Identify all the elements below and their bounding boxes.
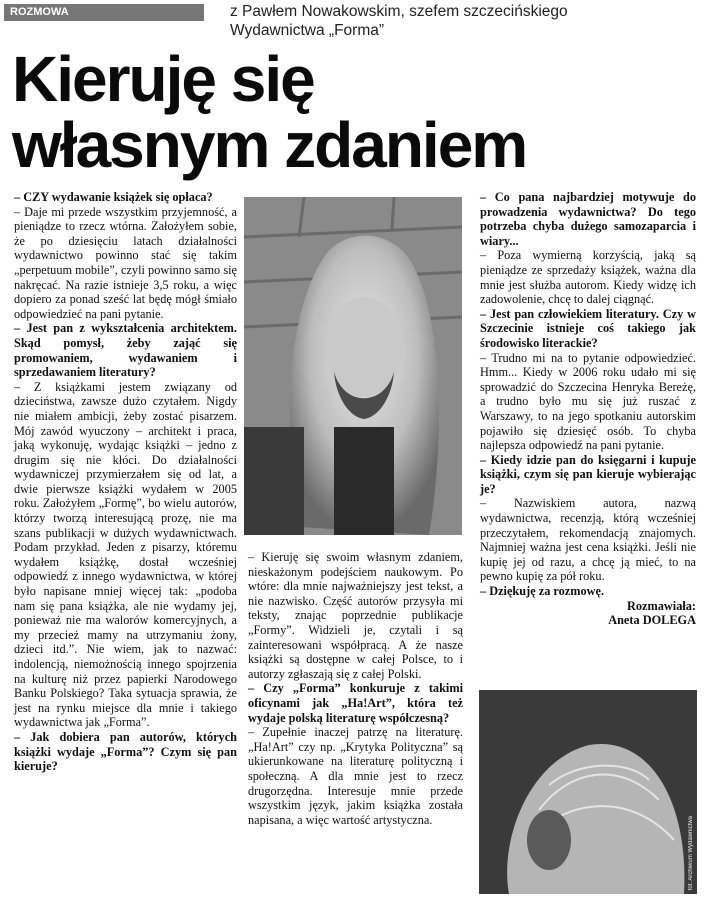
subtitle-line-1: z Pawłem Nowakowskim, szefem szczecińskiego [230, 3, 568, 20]
byline-label: Rozmawiała: [627, 598, 696, 613]
question-paragraph: – Czy „Forma” konkuruje z takimi oficynami jak „Ha!Art”, która też wydaje polską literaturę współczesną? [248, 681, 463, 725]
answer-paragraph: – Z książkami jestem związany od dzieciństwa, zawsze dużo czytałem. Nigdy nie miałem ambicji, żeby zostać pisarzem. Mój zawód wyuczony – architekt i praca, jaką wykonuję, wydając książki – jedno z drugim się nie kłóci. Do działalności wydawniczej przymierzałem się od lat, a dwie pierwsze książki wydałem w 2005 roku. Założyłem „Formę”, bo wielu autorów, którzy tworzą interesującą prozę, nie ma szans publikacji w dużych wydawnictwach. Podam przykład. Jeden z pisarzy, któremu wydałem książkę, dostał wcześniej odpowiedź z innego wydawnictwa, w której było napisane mniej więcej tak: „podoba nam się pana książka, ale nie wydamy jej, ponieważ nie ma walorów komercyjnych, a my przecież mamy na utrzymaniu żony, dzieci itd.”. Nie wiem, jak to nazwać: indolencją, niemożnością innego spojrzenia na kulturę niż przez papierki Narodowego Banku Polskiego? Taka sytuacja sprawia, że jest na rynku miejsce dla mnie i takiego wydawnictwa jak „Forma”. [14, 379, 237, 730]
question-paragraph: – Jest pan człowiekiem literatury. Czy w Szczecinie istnieje coś takiego jak środowisko literackie? [480, 306, 696, 350]
portrait-photo [244, 197, 462, 535]
article-column-3 [480, 190, 696, 628]
headline [12, 43, 572, 181]
article-column-2 [248, 550, 463, 827]
headline-line-2: własnym zdaniem [12, 109, 527, 181]
byline-name: Aneta DOLEGA [608, 613, 696, 628]
question-paragraph: – Dziękuję za rozmowę. [480, 584, 605, 599]
answer-paragraph: – Kieruję się swoim własnym zdaniem, nieskażonym podejściem naukowym. Po wtóre: dla mnie najważniejszy jest tekst, a nie nazwisko. Część autorów przysyła mi teksty, znając poprzednie publikacje „Formy”. Widzieli je, czytali i są zainteresowani współpracą. A że nasze książki są dostępne w całej Polsce, to i autorzy zgłaszają się z całej Polski. [248, 550, 463, 681]
answer-paragraph: – Zupełnie inaczej patrzę na literaturę. „Ha!Art” czy np. „Krytyka Polityczna” są ukierunkowane na literaturę polityczną i społeczną. A dla mnie jest to rzecz drugorzędna. Interesuje mnie przede wszystkim język, jakim książka została napisana, a więc wartość artystyczna. [248, 725, 463, 827]
byline [480, 599, 696, 628]
portrait-photo-image [244, 197, 462, 535]
article-column-1 [14, 190, 237, 774]
question-paragraph: – CZY wydawanie książek się opłaca? [14, 190, 213, 204]
headline-line-1: Kieruję się [12, 43, 314, 115]
secondary-photo-image [479, 690, 697, 894]
secondary-photo [479, 690, 697, 894]
photo-credit: fot. Archiwum Wydawnictwa [688, 815, 694, 890]
subtitle [230, 2, 700, 40]
answer-paragraph: – Poza wymierną korzyścią, jaką są pieniądze ze sprzedaży książek, ważna dla mnie jest służba autorom. Kiedy widzę ich zadowolenie, chcę to dalej ciągnąć. [480, 248, 696, 307]
question-paragraph: – Jak dobiera pan autorów, których książki wydaje „Forma”? Czym się pan kieruje? [14, 729, 237, 774]
answer-paragraph: – Nazwiskiem autora, nazwą wydawnictwa, recenzją, którą wcześniej przeczytałem, rekomendacją znajomych. Najmniej ważna jest cena książki. Jeśli nie kupię jej od razu, a chcę ją mieć, to na pewno kupię za pół roku. [480, 496, 696, 584]
section-label: ROZMOWA [4, 4, 204, 21]
question-paragraph: – Kiedy idzie pan do księgarni i kupuje książki, czym się pan kieruje wybierając je? [480, 452, 696, 496]
answer-paragraph: – Daje mi przede wszystkim przyjemność, a pieniądze to rzecz wtórna. Założyłem sobie, że po dziesięciu latach działalności wydawnictwo powinno stać się takim „perpetuum mobile”, czyli powinno samo się nakręcać. Na razie istnieje 3,5 roku, a więc dopiero za ponad sześć lat będę mógł śmiało odpowiedzieć na pani pytanie. [14, 204, 237, 321]
answer-paragraph: – Trudno mi na to pytanie odpowiedzieć. Hmm... Kiedy w 2006 roku udało mi się sprowadzić do Szczecina Henryka Bereżę, a trudno było mu się już ruszać z Warszawy, to na jego spotkaniu autorskim pojawiło się dziesięć osób. To chyba najlepsza odpowiedź na pani pytanie. [480, 350, 696, 453]
question-paragraph: – Jest pan z wykształcenia architektem. Skąd pomysł, żeby zająć się promowaniem, wydawaniem i sprzedawaniem literatury? [14, 321, 237, 380]
subtitle-line-2: Wydawnictwa „Forma” [230, 22, 385, 39]
question-paragraph: – Co pana najbardziej motywuje do prowadzenia wydawnictwa? Do tego potrzeba chyba dużego samozaparcia i wiary... [480, 190, 696, 248]
